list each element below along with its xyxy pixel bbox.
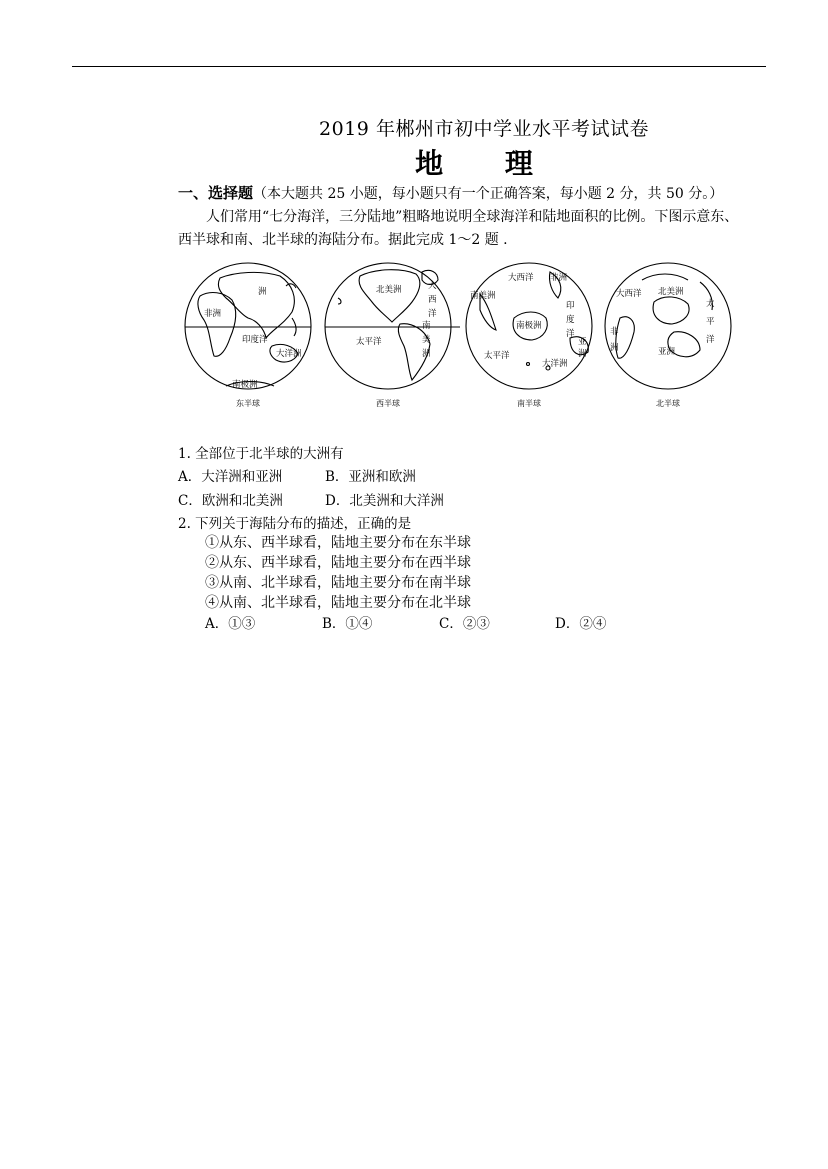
exam-title: 2019 年郴州市初中学业水平考试试卷 — [319, 118, 649, 140]
intro-line-1: 人们常用“七分海洋，三分陆地”粗略地说明全球海洋和陆地面积的比例。下图示意东、 — [206, 209, 739, 225]
south-label-indian-2: 度 — [566, 315, 575, 325]
question-2-statement-4: ④从南、北半球看，陆地主要分布在北半球 — [205, 595, 471, 611]
intro-line-2: 西半球和南、北半球的海陆分布。据此完成 1～2 题 . — [178, 232, 508, 248]
north-label-pacific-3: 洋 — [706, 335, 715, 345]
question-1-option-a: A．大洋洲和亚洲 — [178, 469, 283, 485]
north-label-africa-1: 非 — [610, 327, 619, 337]
question-2-statement-2: ②从东、西半球看，陆地主要分布在西半球 — [205, 555, 471, 571]
north-label-africa-2: 洲 — [610, 343, 619, 353]
south-label-asia: 亚 — [578, 337, 587, 347]
north-label-atlantic: 大西洋 — [616, 289, 642, 299]
caption-east: 东半球 — [236, 399, 260, 408]
east-label-indian: 印度洋 — [242, 335, 268, 345]
question-2-statement-1: ①从东、西半球看，陆地主要分布在东半球 — [205, 535, 471, 551]
question-1-option-d: D．北美洲和大洋洲 — [325, 493, 444, 509]
caption-west: 西半球 — [376, 399, 400, 408]
east-label-eurasia: 洲 — [258, 287, 267, 297]
east-hemisphere-map — [185, 263, 311, 389]
south-label-atlantic: 大西洋 — [508, 273, 534, 283]
south-label-indian-3: 洋 — [566, 329, 575, 339]
south-label-indian-1: 印 — [566, 301, 575, 311]
question-1-option-c: C．欧洲和北美洲 — [178, 493, 283, 509]
east-label-antarctica: 南极洲 — [232, 380, 258, 390]
north-label-pacific-2: 平 — [706, 317, 715, 327]
subject-title: 地 理 — [415, 147, 559, 180]
question-1-stem: 1. 全部位于北半球的大洲有 — [178, 446, 344, 462]
south-label-oceania: 大洋洲 — [542, 359, 568, 369]
section-note: （本大题共 25 小题，每小题只有一个正确答案，每小题 2 分，共 50 分。） — [253, 186, 724, 202]
north-label-north-america: 北美洲 — [658, 287, 684, 297]
south-label-antarctica: 南极洲 — [516, 321, 542, 331]
west-label-sa-3: 洲 — [422, 349, 431, 359]
east-label-africa: 非洲 — [204, 309, 222, 319]
section-header — [178, 182, 723, 203]
west-label-atlantic-3: 洋 — [428, 309, 437, 319]
section-heading: 一、选择题 — [178, 184, 254, 202]
east-label-oceania: 大洋洲 — [276, 349, 302, 359]
west-label-sa-1: 南 — [422, 321, 431, 331]
south-label-africa: 非洲 — [550, 273, 568, 283]
question-2-statement-3: ③从南、北半球看，陆地主要分布在南半球 — [205, 575, 471, 591]
question-2-option-b: B．①④ — [322, 616, 373, 632]
north-label-asia: 亚洲 — [658, 347, 676, 357]
west-label-pacific: 太平洋 — [356, 337, 382, 347]
west-hemisphere-map — [325, 263, 460, 389]
south-label-asia-2: 洲 — [578, 349, 587, 359]
west-label-north-america: 北美洲 — [376, 285, 402, 295]
question-2-stem: 2. 下列关于海陆分布的描述，正确的是 — [178, 516, 412, 532]
question-2-option-d: D．②④ — [555, 616, 607, 632]
west-label-atlantic-1: 大 — [428, 281, 437, 291]
north-label-pacific-1: 太 — [706, 299, 715, 309]
west-label-atlantic-2: 西 — [428, 295, 437, 305]
caption-north: 北半球 — [656, 399, 680, 408]
header-rule — [72, 66, 766, 67]
caption-south: 南半球 — [517, 399, 541, 408]
hemisphere-maps-figure — [180, 258, 740, 418]
south-label-south-america: 南美洲 — [470, 291, 496, 301]
question-2-option-a: A．①③ — [205, 616, 256, 632]
question-1-option-b: B．亚洲和欧洲 — [325, 469, 416, 485]
question-2-option-c: C．②③ — [439, 616, 490, 632]
west-label-sa-2: 美 — [422, 335, 431, 345]
south-label-pacific: 太平洋 — [484, 351, 510, 361]
